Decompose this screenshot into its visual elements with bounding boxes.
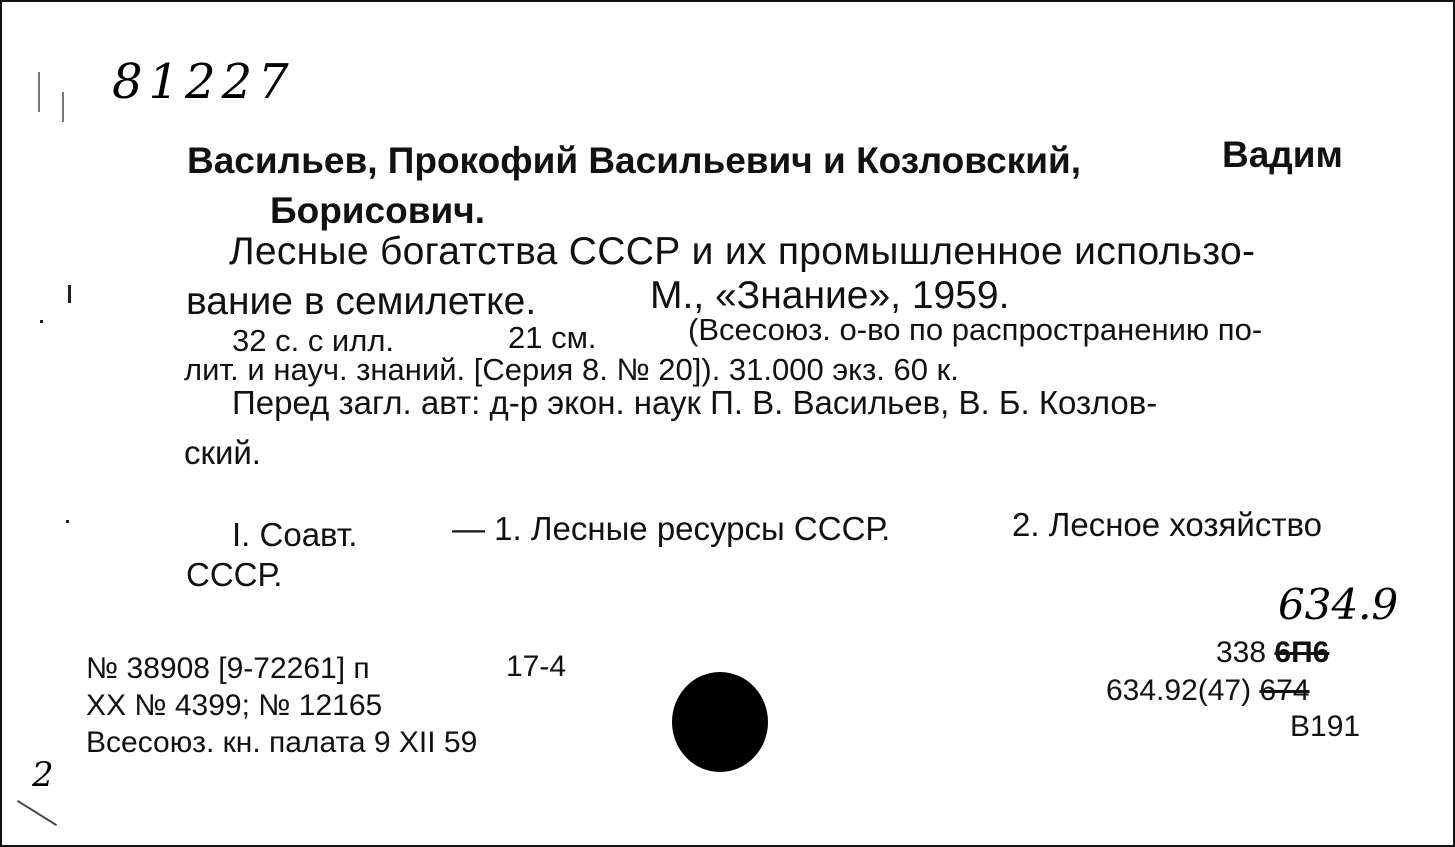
class-line1 <box>1216 638 1329 668</box>
title-line2-a: вание в семилетке. <box>186 280 537 323</box>
chamber-line1: № 38908 [9-72261] п <box>86 652 370 685</box>
margin-mark <box>62 92 64 122</box>
tracing-subject-2: 2. Лесное хозяйство <box>1012 506 1322 543</box>
class-line1-struck: 6П6 <box>1274 636 1330 669</box>
punch-hole <box>672 672 768 772</box>
author-heading-line2: Борисович. <box>270 190 485 231</box>
author-names: Прокофий Васильевич и Козловский, <box>387 140 1081 181</box>
class-line3: В191 <box>1290 710 1361 743</box>
class-line1-value: 338 <box>1216 636 1267 669</box>
tracing-coauthor: I. Соавт. <box>232 516 358 553</box>
class-line2-value: 634.92(47) <box>1106 674 1252 707</box>
class-line2 <box>1106 676 1310 706</box>
author-heading-end: Вадим <box>1222 134 1343 175</box>
margin-mark <box>40 320 43 323</box>
collation-pages: 32 с. с илл. <box>232 323 395 358</box>
collation-size: 21 см. <box>508 320 597 355</box>
note-line2: ский. <box>184 434 261 471</box>
title-line2-imprint: М., «Знание», 1959. <box>650 274 1010 317</box>
chamber-code: 17-4 <box>506 650 567 683</box>
note-line1: Перед загл. авт: д-р экон. наук П. В. Васильев, В. Б. Козлов- <box>232 384 1158 421</box>
margin-mark <box>68 285 71 303</box>
margin-mark <box>38 72 40 112</box>
class-line2-struck: 674 <box>1259 674 1310 707</box>
accession-number: 81227 <box>112 54 295 110</box>
collation-series: (Всесоюз. о-во по распространению по- <box>688 312 1263 347</box>
author-heading-line1 <box>187 142 1081 179</box>
chamber-line2: ХХ № 4399; № 12165 <box>86 689 383 722</box>
margin-handwritten: 2 <box>32 755 54 795</box>
class-handwritten: 634.9 <box>1278 580 1399 629</box>
margin-mark <box>66 520 69 523</box>
chamber-line3: Всесоюз. кн. палата 9 XII 59 <box>86 726 478 759</box>
tracing-line2: СССР. <box>186 556 283 593</box>
collation-line2: лит. и науч. знаний. [Серия 8. № 20]). 31.000 экз. 60 к. <box>184 352 959 387</box>
tracing-subject-1: — 1. Лесные ресурсы СССР. <box>452 510 891 547</box>
title-line1: Лесные богатства СССР и их промышленное использо- <box>229 230 1256 273</box>
author-surname: Васильев, <box>187 140 378 181</box>
